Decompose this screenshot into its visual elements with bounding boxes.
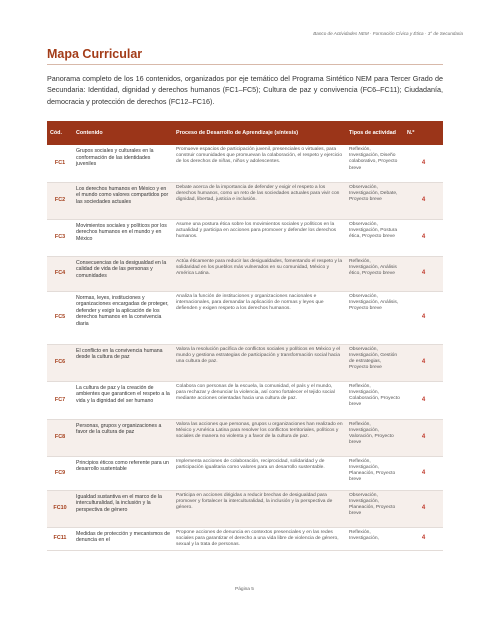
count-cell: 4 bbox=[404, 256, 443, 291]
contenido-cell: Movimientos sociales y políticos por los derechos humanos en el mundo y en México bbox=[73, 219, 173, 256]
proceso-cell: Debate acerca de la importancia de defender y exigir el respeto a los derechos humanos, como un reto de las sociedades actuales para vivir con dignidad, libertad, justicia e inclusión. bbox=[173, 182, 346, 219]
contenido-cell: Los derechos humanos en México y en el mundo como valores compartidos por las sociedades actuales bbox=[73, 182, 173, 219]
code-cell: FC10 bbox=[47, 490, 73, 527]
table-row bbox=[47, 344, 443, 381]
header-contenido: Contenido bbox=[73, 121, 173, 145]
count-cell: 4 bbox=[404, 381, 443, 419]
table-row bbox=[47, 381, 443, 419]
tipos-cell: Observación, Investigación, Análisis, Proyecto breve bbox=[346, 291, 404, 344]
contenido-cell: La cultura de paz y la creación de ambientes que garanticen el respeto a la vida y la dignidad del ser humano bbox=[73, 381, 173, 419]
contenido-cell: Personas, grupos y organizaciones a favor de la cultura de paz bbox=[73, 419, 173, 456]
header-code: Cód. bbox=[47, 121, 73, 145]
table-body bbox=[47, 145, 443, 550]
code-cell: FC5 bbox=[47, 291, 73, 344]
proceso-cell: Actúa éticamente para reducir las desigualdades, fomentando el respeto y la solidaridad en los pueblos más vulnerados en su comunidad, México y América Latina. bbox=[173, 256, 346, 291]
table-row bbox=[47, 527, 443, 550]
count-cell: 4 bbox=[404, 344, 443, 381]
tipos-cell: Reflexión, Investigación, Análisis ético, Proyecto breve bbox=[346, 256, 404, 291]
proceso-cell: Propone acciones de denuncia en contextos presenciales y en las redes sociales para garantizar el derecho a una vida libre de violencia de género, sexual y la trata de personas. bbox=[173, 527, 346, 550]
proceso-cell: Valora las acciones que personas, grupos u organizaciones han realizado en México y América Latina para resolver los conflictos territoriales, políticos y sociales de manera no violenta y a favor de la cultura de paz. bbox=[173, 419, 346, 456]
count-cell: 4 bbox=[404, 490, 443, 527]
contenido-cell: Grupos sociales y culturales en la conformación de las identidades juveniles bbox=[73, 145, 173, 182]
proceso-cell: Asume una postura ética sobre los movimientos sociales y políticos en la actualidad y participa en acciones para promover y defender los derechos humanos. bbox=[173, 219, 346, 256]
count-cell: 4 bbox=[404, 456, 443, 490]
code-cell: FC2 bbox=[47, 182, 73, 219]
count-cell: 4 bbox=[404, 291, 443, 344]
running-header: Banco de Actividades NEM · Formación Cívica y Ética · 3° de Secundaria bbox=[313, 31, 463, 36]
table-row bbox=[47, 145, 443, 182]
contenido-cell: El conflicto en la convivencia humana desde la cultura de paz bbox=[73, 344, 173, 381]
code-cell: FC3 bbox=[47, 219, 73, 256]
intro-paragraph: Panorama completo de los 16 contenidos, organizados por eje temático del Programa Sintético NEM para Tercer Grado de Secundaria: Identidad, dignidad y derechos humanos (FC1–FC5); Cultura de paz y convivencia (FC6–FC11); Ciudadanía, democracia y protección de derechos (FC12–FC16). bbox=[47, 74, 443, 106]
count-cell: 4 bbox=[404, 182, 443, 219]
table-row bbox=[47, 490, 443, 527]
table-row bbox=[47, 291, 443, 344]
proceso-cell: Promueve espacios de participación juvenil, presenciales o virtuales, para construir comunidades que promuevan la colaboración, el respeto y ejercicio de los derechos de niñas, niños y adolescentes. bbox=[173, 145, 346, 182]
code-cell: FC7 bbox=[47, 381, 73, 419]
count-cell: 4 bbox=[404, 419, 443, 456]
title-divider bbox=[47, 64, 443, 65]
tipos-cell: Reflexión, Investigación, Planeación, Proyecto breve bbox=[346, 456, 404, 490]
code-cell: FC1 bbox=[47, 145, 73, 182]
proceso-cell: Implementa acciones de colaboración, reciprocidad, solidaridad y de participación igualitaria como valores para un desarrollo sustentable. bbox=[173, 456, 346, 490]
proceso-cell: Analiza la función de instituciones y organizaciones nacionales e internacionales, para demandar la aplicación de normas y leyes que defienden y exigen respeto a los derechos humanos. bbox=[173, 291, 346, 344]
table-header-row bbox=[47, 121, 443, 145]
header-numero: N.º bbox=[404, 121, 443, 145]
table-row bbox=[47, 219, 443, 256]
count-cell: 4 bbox=[404, 145, 443, 182]
header-tipos: Tipos de actividad bbox=[346, 121, 404, 145]
tipos-cell: Reflexión, Investigación, Diseño colaborativo, Proyecto breve bbox=[346, 145, 404, 182]
tipos-cell: Reflexión, Investigación, bbox=[346, 527, 404, 550]
tipos-cell: Observación, Investigación, Debate, Proyecto breve bbox=[346, 182, 404, 219]
proceso-cell: Colabora con personas de la escuela, la comunidad, el país y el mundo, para rechazar y denunciar la violencia, así como fortalecer el tejido social mediante acciones orientadas hacia una cultura de paz. bbox=[173, 381, 346, 419]
contenido-cell: Normas, leyes, instituciones y organizaciones encargadas de proteger, defender y exigir la aplicación de los derechos humanos en la convivencia diaria bbox=[73, 291, 173, 344]
code-cell: FC6 bbox=[47, 344, 73, 381]
table-row bbox=[47, 456, 443, 490]
table-row bbox=[47, 182, 443, 219]
proceso-cell: Valora la resolución pacífica de conflictos sociales y políticos en México y el mundo y gestiona estrategias de participación y transformación social hacia una cultura de paz. bbox=[173, 344, 346, 381]
code-cell: FC8 bbox=[47, 419, 73, 456]
count-cell: 4 bbox=[404, 527, 443, 550]
table-row bbox=[47, 256, 443, 291]
page-number: Página 5 bbox=[235, 587, 254, 592]
tipos-cell: Reflexión, Investigación, Valoración, Proyecto breve bbox=[346, 419, 404, 456]
curriculum-table bbox=[47, 121, 443, 551]
count-cell: 4 bbox=[404, 219, 443, 256]
tipos-cell: Observación, Investigación, Planeación, Proyecto breve bbox=[346, 490, 404, 527]
code-cell: FC9 bbox=[47, 456, 73, 490]
code-cell: FC4 bbox=[47, 256, 73, 291]
tipos-cell: Reflexión, Investigación, Colaboración, Proyecto breve bbox=[346, 381, 404, 419]
table-row bbox=[47, 419, 443, 456]
contenido-cell: Medidas de protección y mecanismos de denuncia en el bbox=[73, 527, 173, 550]
code-cell: FC11 bbox=[47, 527, 73, 550]
proceso-cell: Participa en acciones dirigidas a reducir brechas de desigualdad para promover y fortalecer la interculturalidad, la inclusión y la perspectiva de género. bbox=[173, 490, 346, 527]
contenido-cell: Consecuencias de la desigualdad en la calidad de vida de las personas y comunidades bbox=[73, 256, 173, 291]
header-proceso: Proceso de Desarrollo de Aprendizaje (síntesis) bbox=[173, 121, 346, 145]
page-title: Mapa Curricular bbox=[47, 47, 143, 61]
contenido-cell: Principios éticos como referente para un desarrollo sustentable bbox=[73, 456, 173, 490]
tipos-cell: Observación, Investigación, Gestión de estrategias, Proyecto breve bbox=[346, 344, 404, 381]
contenido-cell: Igualdad sustantiva en el marco de la interculturalidad, la inclusión y la perspectiva de género bbox=[73, 490, 173, 527]
tipos-cell: Observación, Investigación, Postura ética, Proyecto breve bbox=[346, 219, 404, 256]
